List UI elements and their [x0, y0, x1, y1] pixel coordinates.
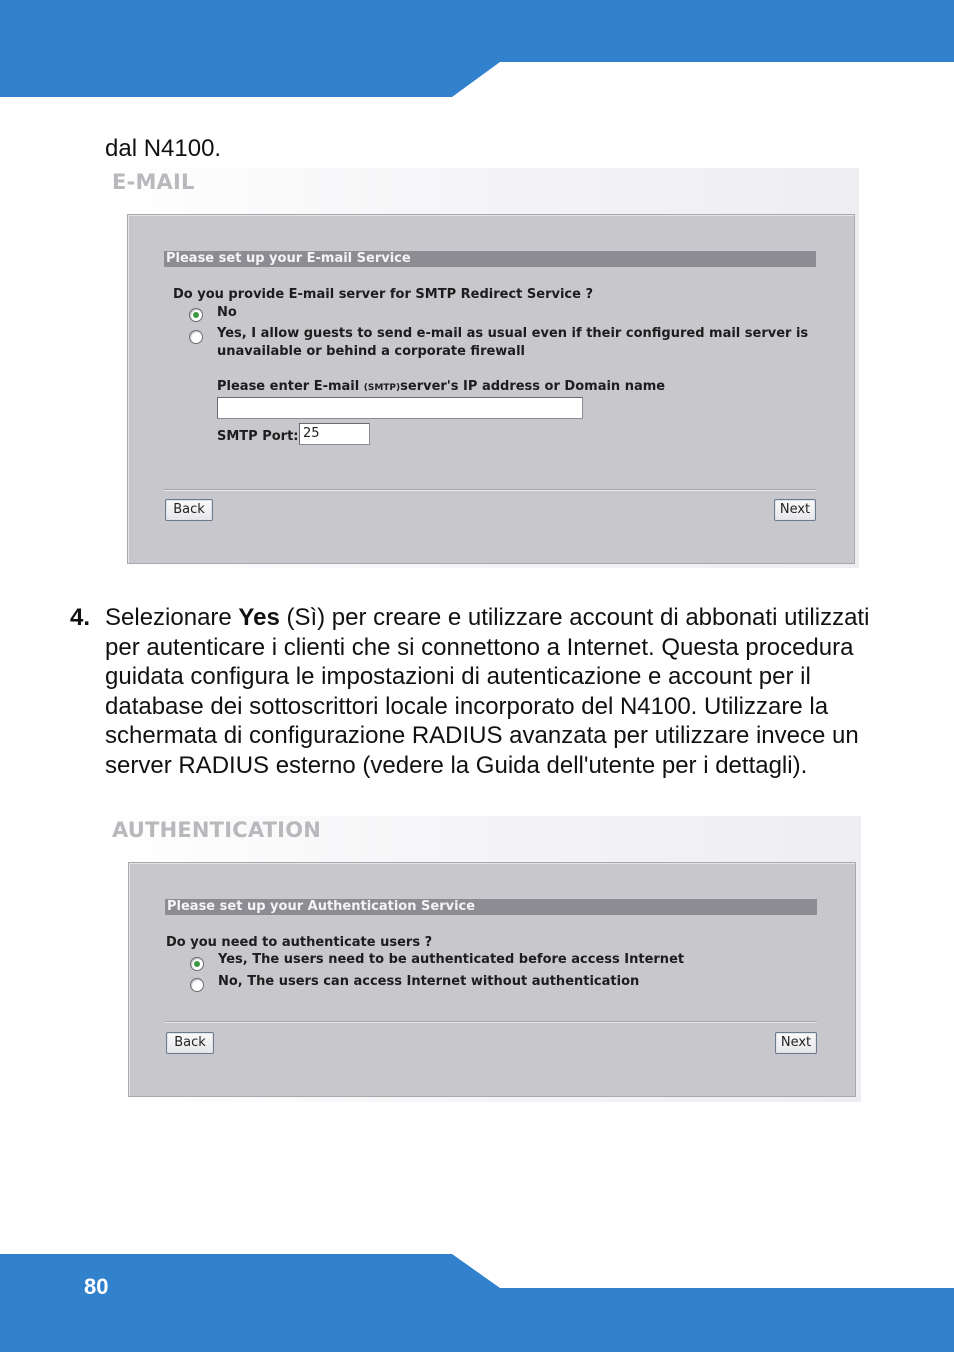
- auth-next-button[interactable]: Next: [775, 1032, 817, 1054]
- step-4-text-before: Selezionare: [105, 604, 239, 631]
- smtp-server-label-part1: Please enter E-mail: [217, 379, 364, 394]
- step-4-text-after: (Sì) per creare e utilizzare account di abbonati utilizzati per autenticare i clienti che si connettono a Internet. Questa procedura guidata configura le impostazioni di autenticazione e account per il database dei sottoscrittori locale incorporato del N4100. Utilizzare la schermata di configurazione RADIUS avanzata per utilizzare invece un server RADIUS esterno (vedere la Guida dell'utente per i dettagli).: [105, 604, 870, 779]
- radio-auth-yes[interactable]: [190, 957, 204, 971]
- email-section-header: Please set up your E-mail Service: [164, 251, 816, 267]
- email-panel: [127, 214, 855, 564]
- smtp-port-label: SMTP Port:: [217, 429, 299, 444]
- footer-band: [0, 1252, 954, 1352]
- header-band: [0, 0, 954, 98]
- smtp-question: Do you provide E-mail server for SMTP Redirect Service ?: [173, 287, 594, 302]
- radio-smtp-yes-label-line2: unavailable or behind a corporate firewall: [217, 344, 525, 359]
- email-divider: [164, 489, 816, 491]
- smtp-server-input[interactable]: [217, 397, 583, 419]
- radio-smtp-no-label: No: [217, 305, 237, 320]
- intro-text: dal N4100.: [105, 135, 222, 162]
- radio-auth-no[interactable]: [190, 978, 204, 992]
- radio-auth-yes-label: Yes, The users need to be authenticated before access Internet: [218, 952, 685, 967]
- step-number: 4.: [70, 604, 91, 631]
- email-screenshot: [107, 168, 859, 568]
- step-4-text: [105, 603, 875, 780]
- page-number: 80: [84, 1274, 109, 1299]
- auth-back-button[interactable]: Back: [166, 1032, 214, 1054]
- smtp-server-label-part2: server's IP address or Domain name: [400, 379, 666, 394]
- radio-auth-no-label: No, The users can access Internet without authentication: [218, 974, 640, 989]
- smtp-port-input[interactable]: 25: [299, 423, 370, 445]
- auth-screenshot: [107, 816, 861, 1102]
- auth-screen-title: AUTHENTICATION: [112, 818, 322, 842]
- radio-smtp-yes[interactable]: [189, 330, 203, 344]
- radio-smtp-yes-label-line1: Yes, I allow guests to send e-mail as usual even if their configured mail server is: [217, 326, 809, 341]
- smtp-server-label-small: (SMTP): [363, 383, 401, 393]
- auth-section-header: Please set up your Authentication Service: [165, 899, 817, 915]
- auth-panel: [128, 862, 856, 1097]
- email-next-button[interactable]: Next: [774, 499, 816, 521]
- auth-divider: [165, 1021, 817, 1023]
- radio-smtp-no[interactable]: [189, 308, 203, 322]
- auth-question: Do you need to authenticate users ?: [166, 935, 433, 950]
- smtp-server-label: [217, 378, 665, 397]
- email-back-button[interactable]: Back: [165, 499, 213, 521]
- step-4-bold-word: Yes: [238, 604, 280, 631]
- email-screen-title: E-MAIL: [112, 170, 195, 194]
